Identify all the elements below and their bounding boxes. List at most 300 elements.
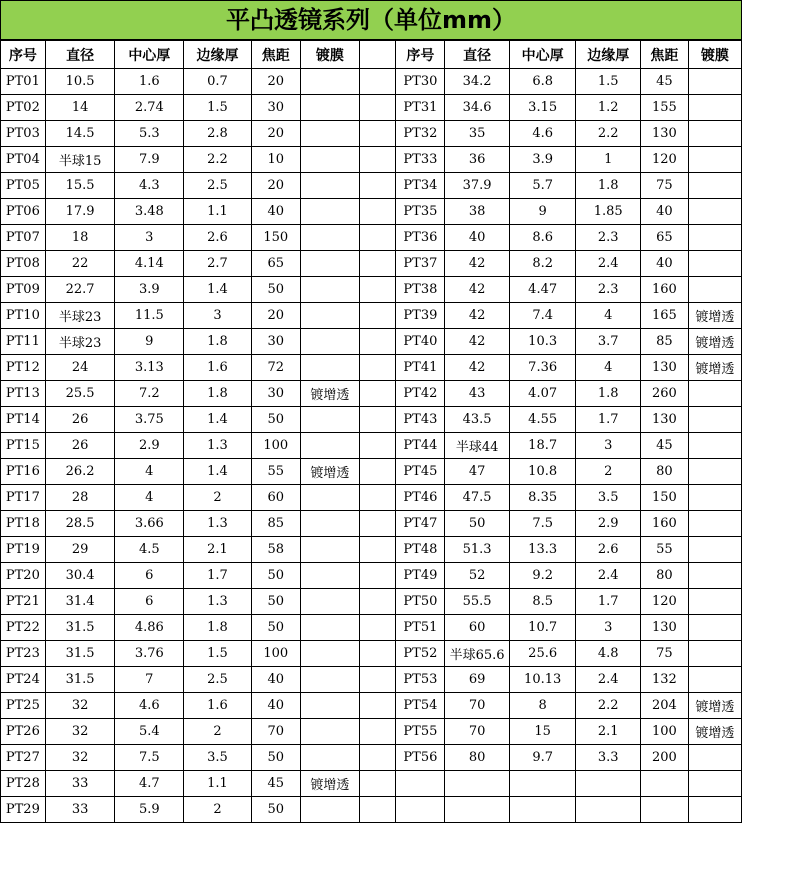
cell-coating <box>300 433 359 459</box>
cell-focal-length: 20 <box>251 121 300 147</box>
cell-center-thickness: 5.4 <box>115 719 184 745</box>
spacer-cell <box>360 173 396 199</box>
table-row <box>1 719 742 745</box>
cell-diameter: 29 <box>45 537 115 563</box>
cell-index: PT39 <box>396 303 445 329</box>
cell-edge-thickness: 1.7 <box>576 589 641 615</box>
cell-diameter <box>445 771 510 797</box>
table-row <box>1 69 742 95</box>
cell-focal-length: 50 <box>251 797 300 823</box>
cell-index: PT23 <box>1 641 46 667</box>
col-header-focal-length: 焦距 <box>640 41 688 69</box>
cell-focal-length: 40 <box>640 199 688 225</box>
cell-diameter: 25.5 <box>45 381 115 407</box>
spacer-cell <box>360 121 396 147</box>
cell-index: PT11 <box>1 329 46 355</box>
cell-diameter: 32 <box>45 693 115 719</box>
cell-center-thickness: 7 <box>115 667 184 693</box>
cell-focal-length: 40 <box>251 199 300 225</box>
cell-diameter: 38 <box>445 199 510 225</box>
cell-center-thickness: 7.9 <box>115 147 184 173</box>
cell-index: PT29 <box>1 797 46 823</box>
cell-coating <box>688 485 741 511</box>
cell-edge-thickness: 2.8 <box>184 121 252 147</box>
spacer-cell <box>360 225 396 251</box>
cell-edge-thickness: 2.4 <box>576 667 641 693</box>
cell-edge-thickness: 1.3 <box>184 589 252 615</box>
cell-index: PT16 <box>1 459 46 485</box>
cell-center-thickness: 4.7 <box>115 771 184 797</box>
cell-diameter: 33 <box>45 771 115 797</box>
table-row <box>1 771 742 797</box>
col-header-edge-thickness: 边缘厚 <box>576 41 641 69</box>
cell-coating <box>688 589 741 615</box>
cell-index: PT25 <box>1 693 46 719</box>
cell-diameter: 半球23 <box>45 303 115 329</box>
cell-diameter: 22 <box>45 251 115 277</box>
cell-coating <box>300 329 359 355</box>
cell-diameter: 28 <box>45 485 115 511</box>
cell-focal-length: 65 <box>640 225 688 251</box>
cell-coating <box>300 485 359 511</box>
cell-diameter: 半球15 <box>45 147 115 173</box>
cell-edge-thickness: 1.4 <box>184 277 252 303</box>
cell-coating <box>300 537 359 563</box>
table-row <box>1 433 742 459</box>
table-row <box>1 121 742 147</box>
cell-center-thickness: 4.07 <box>509 381 576 407</box>
cell-coating <box>300 147 359 173</box>
cell-center-thickness: 3.9 <box>509 147 576 173</box>
cell-center-thickness <box>509 771 576 797</box>
cell-coating <box>300 303 359 329</box>
spacer-cell <box>360 381 396 407</box>
spacer-cell <box>360 745 396 771</box>
table-row <box>1 745 742 771</box>
cell-edge-thickness: 2.2 <box>576 121 641 147</box>
cell-focal-length: 55 <box>251 459 300 485</box>
cell-edge-thickness: 2.4 <box>576 563 641 589</box>
table-row <box>1 615 742 641</box>
cell-edge-thickness: 3 <box>576 615 641 641</box>
cell-edge-thickness: 1.5 <box>184 641 252 667</box>
cell-edge-thickness: 2.5 <box>184 173 252 199</box>
cell-focal-length: 30 <box>251 329 300 355</box>
cell-index: PT26 <box>1 719 46 745</box>
cell-coating <box>688 121 741 147</box>
cell-diameter: 70 <box>445 693 510 719</box>
cell-edge-thickness: 0.7 <box>184 69 252 95</box>
cell-coating <box>688 563 741 589</box>
cell-index: PT40 <box>396 329 445 355</box>
cell-diameter: 43 <box>445 381 510 407</box>
cell-focal-length: 120 <box>640 147 688 173</box>
cell-diameter: 34.6 <box>445 95 510 121</box>
cell-coating <box>300 667 359 693</box>
cell-center-thickness: 3.76 <box>115 641 184 667</box>
cell-edge-thickness: 1.2 <box>576 95 641 121</box>
cell-center-thickness: 7.2 <box>115 381 184 407</box>
spacer-cell <box>360 511 396 537</box>
cell-coating <box>688 407 741 433</box>
cell-index: PT37 <box>396 251 445 277</box>
table-title: 平凸透镜系列（单位mm） <box>0 0 742 40</box>
cell-diameter: 31.4 <box>45 589 115 615</box>
cell-index: PT03 <box>1 121 46 147</box>
cell-center-thickness: 11.5 <box>115 303 184 329</box>
cell-edge-thickness: 2.6 <box>576 537 641 563</box>
cell-edge-thickness: 1.85 <box>576 199 641 225</box>
cell-center-thickness: 3.15 <box>509 95 576 121</box>
cell-diameter: 47.5 <box>445 485 510 511</box>
cell-coating <box>300 225 359 251</box>
table-row <box>1 199 742 225</box>
cell-index: PT19 <box>1 537 46 563</box>
cell-edge-thickness: 1.8 <box>184 381 252 407</box>
cell-index: PT04 <box>1 147 46 173</box>
cell-edge-thickness: 2 <box>184 719 252 745</box>
table-row <box>1 537 742 563</box>
cell-edge-thickness: 2.9 <box>576 511 641 537</box>
cell-index: PT54 <box>396 693 445 719</box>
cell-coating <box>688 147 741 173</box>
spacer-cell <box>360 719 396 745</box>
cell-diameter: 69 <box>445 667 510 693</box>
cell-focal-length: 50 <box>251 277 300 303</box>
cell-diameter: 31.5 <box>45 641 115 667</box>
cell-diameter: 43.5 <box>445 407 510 433</box>
cell-coating <box>688 251 741 277</box>
cell-index: PT31 <box>396 95 445 121</box>
cell-index: PT17 <box>1 485 46 511</box>
spacer-cell <box>360 485 396 511</box>
spacer-cell <box>360 537 396 563</box>
cell-focal-length: 130 <box>640 407 688 433</box>
cell-index: PT49 <box>396 563 445 589</box>
cell-edge-thickness: 2.6 <box>184 225 252 251</box>
cell-index: PT38 <box>396 277 445 303</box>
cell-center-thickness: 10.7 <box>509 615 576 641</box>
cell-coating <box>300 251 359 277</box>
cell-index: PT06 <box>1 199 46 225</box>
cell-coating <box>300 615 359 641</box>
cell-coating <box>688 433 741 459</box>
cell-edge-thickness: 1.5 <box>184 95 252 121</box>
cell-index: PT42 <box>396 381 445 407</box>
cell-focal-length: 75 <box>640 173 688 199</box>
col-header-center-thickness: 中心厚 <box>115 41 184 69</box>
cell-center-thickness: 6.8 <box>509 69 576 95</box>
cell-center-thickness <box>509 797 576 823</box>
cell-diameter: 26.2 <box>45 459 115 485</box>
cell-coating <box>300 693 359 719</box>
cell-center-thickness: 4.3 <box>115 173 184 199</box>
cell-center-thickness: 3.48 <box>115 199 184 225</box>
cell-edge-thickness: 2.5 <box>184 667 252 693</box>
cell-index: PT44 <box>396 433 445 459</box>
cell-diameter <box>445 797 510 823</box>
cell-focal-length: 160 <box>640 511 688 537</box>
cell-index: PT22 <box>1 615 46 641</box>
cell-index: PT20 <box>1 563 46 589</box>
cell-center-thickness: 7.4 <box>509 303 576 329</box>
cell-center-thickness: 5.9 <box>115 797 184 823</box>
cell-diameter: 35 <box>445 121 510 147</box>
cell-index: PT24 <box>1 667 46 693</box>
cell-coating <box>688 615 741 641</box>
cell-edge-thickness: 3 <box>576 433 641 459</box>
cell-coating <box>300 511 359 537</box>
cell-coating: 镀增透 <box>688 329 741 355</box>
spacer-cell <box>360 433 396 459</box>
cell-focal-length: 130 <box>640 615 688 641</box>
cell-edge-thickness: 4 <box>576 355 641 381</box>
cell-focal-length: 160 <box>640 277 688 303</box>
cell-edge-thickness: 2.2 <box>184 147 252 173</box>
col-header-index: 序号 <box>396 41 445 69</box>
cell-focal-length: 150 <box>251 225 300 251</box>
cell-center-thickness: 3.75 <box>115 407 184 433</box>
cell-diameter: 47 <box>445 459 510 485</box>
cell-edge-thickness: 1.3 <box>184 433 252 459</box>
cell-focal-length: 40 <box>251 693 300 719</box>
cell-focal-length: 10 <box>251 147 300 173</box>
cell-index: PT50 <box>396 589 445 615</box>
table-row <box>1 407 742 433</box>
cell-focal-length: 45 <box>251 771 300 797</box>
cell-coating <box>300 589 359 615</box>
spacer-cell <box>360 667 396 693</box>
col-header-focal-length: 焦距 <box>251 41 300 69</box>
cell-coating <box>300 719 359 745</box>
cell-diameter: 60 <box>445 615 510 641</box>
spacer-cell <box>360 355 396 381</box>
cell-coating <box>300 641 359 667</box>
cell-focal-length: 50 <box>251 745 300 771</box>
cell-focal-length: 130 <box>640 121 688 147</box>
cell-focal-length: 70 <box>251 719 300 745</box>
spacer-cell <box>360 407 396 433</box>
cell-index: PT35 <box>396 199 445 225</box>
spacer-cell <box>360 199 396 225</box>
cell-diameter: 32 <box>45 719 115 745</box>
cell-focal-length: 50 <box>251 615 300 641</box>
cell-center-thickness: 10.3 <box>509 329 576 355</box>
cell-diameter: 37.9 <box>445 173 510 199</box>
cell-center-thickness: 4.5 <box>115 537 184 563</box>
cell-center-thickness: 4.47 <box>509 277 576 303</box>
spacer-cell <box>360 589 396 615</box>
cell-edge-thickness: 4 <box>576 303 641 329</box>
cell-center-thickness: 4.14 <box>115 251 184 277</box>
cell-index: PT07 <box>1 225 46 251</box>
cell-index: PT18 <box>1 511 46 537</box>
spacer-cell <box>360 771 396 797</box>
table-row <box>1 95 742 121</box>
cell-diameter: 42 <box>445 251 510 277</box>
cell-coating <box>300 797 359 823</box>
cell-edge-thickness <box>576 771 641 797</box>
cell-edge-thickness: 2.3 <box>576 225 641 251</box>
spacer-cell <box>360 147 396 173</box>
cell-index: PT10 <box>1 303 46 329</box>
cell-index: PT55 <box>396 719 445 745</box>
cell-focal-length: 65 <box>251 251 300 277</box>
cell-center-thickness: 4 <box>115 459 184 485</box>
cell-focal-length: 58 <box>251 537 300 563</box>
cell-focal-length: 165 <box>640 303 688 329</box>
table-row <box>1 797 742 823</box>
cell-center-thickness: 8 <box>509 693 576 719</box>
cell-focal-length: 30 <box>251 381 300 407</box>
cell-diameter: 50 <box>445 511 510 537</box>
cell-center-thickness: 8.2 <box>509 251 576 277</box>
cell-edge-thickness <box>576 797 641 823</box>
cell-focal-length: 260 <box>640 381 688 407</box>
table-row <box>1 225 742 251</box>
cell-coating <box>688 459 741 485</box>
cell-focal-length <box>640 797 688 823</box>
cell-focal-length: 30 <box>251 95 300 121</box>
cell-focal-length: 20 <box>251 69 300 95</box>
table-row <box>1 563 742 589</box>
cell-index: PT53 <box>396 667 445 693</box>
cell-coating <box>688 667 741 693</box>
cell-diameter: 26 <box>45 407 115 433</box>
cell-diameter: 30.4 <box>45 563 115 589</box>
cell-diameter: 半球65.6 <box>445 641 510 667</box>
cell-center-thickness: 10.13 <box>509 667 576 693</box>
cell-center-thickness: 3.9 <box>115 277 184 303</box>
cell-index: PT43 <box>396 407 445 433</box>
cell-diameter: 24 <box>45 355 115 381</box>
cell-focal-length: 40 <box>251 667 300 693</box>
cell-center-thickness: 3 <box>115 225 184 251</box>
cell-coating: 镀增透 <box>688 719 741 745</box>
cell-center-thickness: 7.36 <box>509 355 576 381</box>
cell-index: PT48 <box>396 537 445 563</box>
cell-center-thickness: 4.86 <box>115 615 184 641</box>
spacer-cell <box>360 251 396 277</box>
cell-diameter: 40 <box>445 225 510 251</box>
cell-diameter: 70 <box>445 719 510 745</box>
col-header-edge-thickness: 边缘厚 <box>184 41 252 69</box>
cell-index: PT30 <box>396 69 445 95</box>
cell-index <box>396 771 445 797</box>
cell-center-thickness: 4.6 <box>509 121 576 147</box>
cell-center-thickness: 7.5 <box>509 511 576 537</box>
cell-edge-thickness: 1.3 <box>184 511 252 537</box>
spacer-cell <box>360 277 396 303</box>
cell-diameter: 32 <box>45 745 115 771</box>
cell-index: PT05 <box>1 173 46 199</box>
cell-focal-length: 45 <box>640 69 688 95</box>
cell-index: PT13 <box>1 381 46 407</box>
cell-focal-length: 100 <box>251 641 300 667</box>
spacer-cell <box>360 69 396 95</box>
cell-focal-length: 150 <box>640 485 688 511</box>
cell-edge-thickness: 2 <box>576 459 641 485</box>
cell-edge-thickness: 2.3 <box>576 277 641 303</box>
cell-edge-thickness: 1.1 <box>184 199 252 225</box>
cell-coating: 镀增透 <box>300 771 359 797</box>
col-header-diameter: 直径 <box>445 41 510 69</box>
cell-center-thickness: 9 <box>115 329 184 355</box>
cell-edge-thickness: 2.1 <box>576 719 641 745</box>
table-row <box>1 459 742 485</box>
cell-center-thickness: 13.3 <box>509 537 576 563</box>
cell-center-thickness: 25.6 <box>509 641 576 667</box>
cell-diameter: 55.5 <box>445 589 510 615</box>
cell-index: PT46 <box>396 485 445 511</box>
cell-center-thickness: 3.66 <box>115 511 184 537</box>
table-row <box>1 173 742 199</box>
cell-index: PT47 <box>396 511 445 537</box>
cell-coating <box>300 199 359 225</box>
cell-coating <box>688 69 741 95</box>
spacer-cell <box>360 41 396 69</box>
cell-focal-length: 85 <box>251 511 300 537</box>
cell-diameter: 31.5 <box>45 615 115 641</box>
cell-coating <box>688 745 741 771</box>
cell-edge-thickness: 3.7 <box>576 329 641 355</box>
cell-coating: 镀增透 <box>300 381 359 407</box>
cell-focal-length: 85 <box>640 329 688 355</box>
cell-index: PT32 <box>396 121 445 147</box>
table-row <box>1 355 742 381</box>
cell-edge-thickness: 1.8 <box>184 329 252 355</box>
cell-diameter: 42 <box>445 277 510 303</box>
table-row <box>1 511 742 537</box>
cell-coating: 镀增透 <box>688 303 741 329</box>
cell-index: PT14 <box>1 407 46 433</box>
spacer-cell <box>360 95 396 121</box>
cell-edge-thickness: 1.8 <box>576 381 641 407</box>
cell-coating <box>688 797 741 823</box>
cell-coating: 镀增透 <box>688 355 741 381</box>
spacer-cell <box>360 797 396 823</box>
cell-diameter: 半球44 <box>445 433 510 459</box>
cell-edge-thickness: 1.5 <box>576 69 641 95</box>
cell-coating <box>300 745 359 771</box>
spacer-cell <box>360 303 396 329</box>
cell-edge-thickness: 1.4 <box>184 459 252 485</box>
table-row <box>1 277 742 303</box>
cell-center-thickness: 2.9 <box>115 433 184 459</box>
cell-coating <box>300 563 359 589</box>
cell-focal-length: 75 <box>640 641 688 667</box>
cell-coating <box>300 355 359 381</box>
col-header-diameter: 直径 <box>45 41 115 69</box>
cell-index: PT52 <box>396 641 445 667</box>
cell-coating <box>300 407 359 433</box>
cell-index: PT34 <box>396 173 445 199</box>
cell-index: PT45 <box>396 459 445 485</box>
cell-coating <box>688 381 741 407</box>
cell-edge-thickness: 1.8 <box>184 615 252 641</box>
cell-focal-length: 20 <box>251 303 300 329</box>
cell-diameter: 10.5 <box>45 69 115 95</box>
cell-center-thickness: 2.74 <box>115 95 184 121</box>
cell-coating <box>688 95 741 121</box>
cell-focal-length: 204 <box>640 693 688 719</box>
cell-coating <box>300 277 359 303</box>
table-row <box>1 329 742 355</box>
cell-index: PT02 <box>1 95 46 121</box>
cell-edge-thickness: 1 <box>576 147 641 173</box>
cell-edge-thickness: 2 <box>184 797 252 823</box>
cell-index: PT51 <box>396 615 445 641</box>
